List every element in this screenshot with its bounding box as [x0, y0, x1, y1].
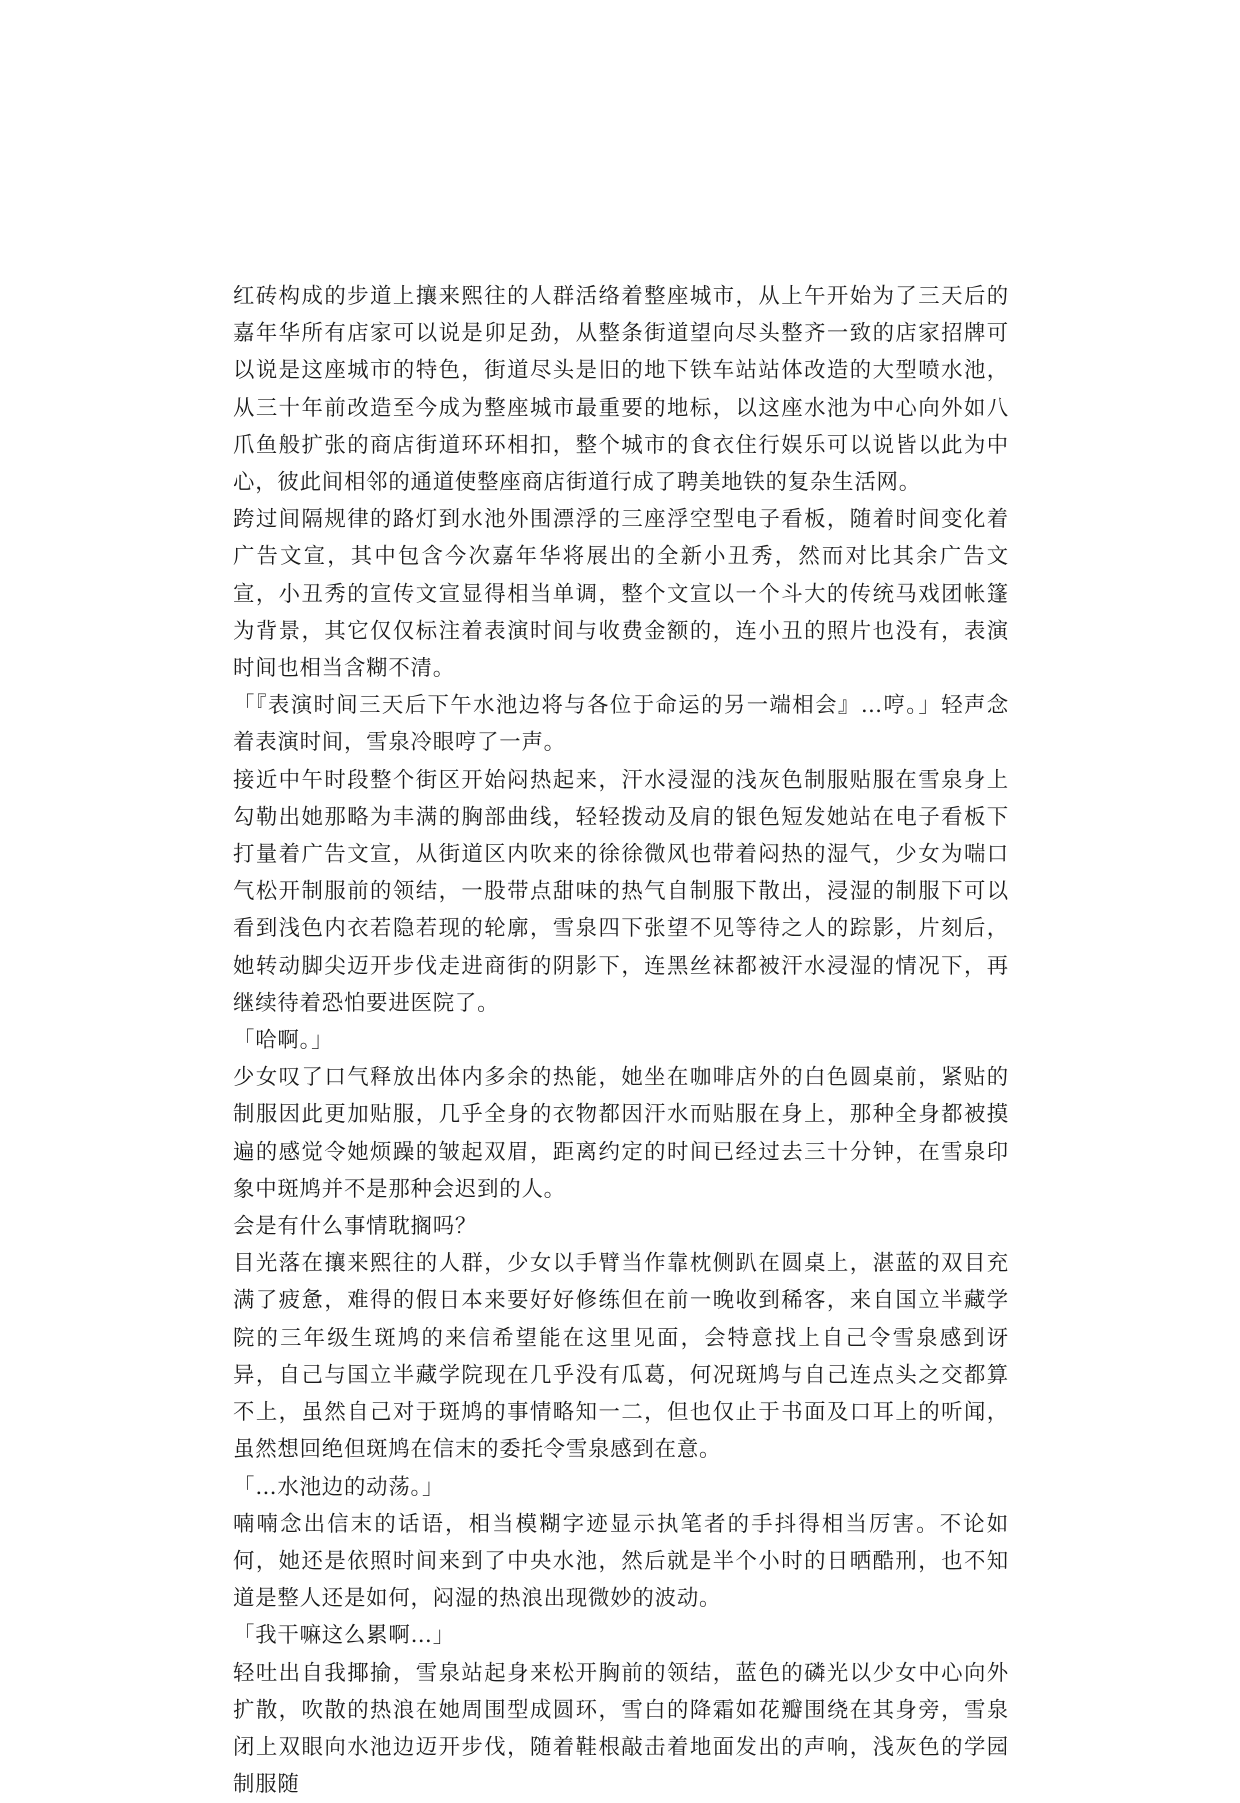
- paragraph-9: 「…水池边的动荡。」: [233, 1474, 445, 1500]
- document-body: [233, 278, 1009, 1803]
- paragraph-12: 轻吐出自我揶揄，雪泉站起身来松开胸前的领结，蓝色的磷光以少女中心向外扩散，吹散的热浪在她周围型成圆环，雪白的降霜如花瓣围绕在其身旁，雪泉闭上双眼向水池边迈开步伐，随着鞋根敲击着地面发出的声响，浅灰色的学园制服随: [233, 1660, 1009, 1798]
- paragraph-11: 「我干嘛这么累啊…」: [233, 1623, 455, 1649]
- paragraph-2: 跨过间隔规律的路灯到水池外围漂浮的三座浮空型电子看板，随着时间变化着广告文宣，其中包含今次嘉年华将展出的全新小丑秀，然而对比其余广告文宣，小丑秀的宣传文宣显得相当单调，整个文宣以一个斗大的传统马戏团帐篷为背景，其它仅仅标注着表演时间与收费金额的，连小丑的照片也没有，表演时间也相当含糊不清。: [233, 507, 1009, 682]
- paragraph-10: 喃喃念出信末的话语，相当模糊字迹显示执笔者的手抖得相当厉害。不论如何，她还是依照时间来到了中央水池，然后就是半个小时的日晒酷刑，也不知道是整人还是如何，闷湿的热浪出现微妙的波动。: [233, 1511, 1009, 1612]
- paragraph-1: 红砖构成的步道上攘来熙往的人群活络着整座城市，从上午开始为了三天后的嘉年华所有店家可以说是卯足劲，从整条街道望向尽头整齐一致的店家招牌可以说是这座城市的特色，街道尽头是旧的地下铁车站站体改造的大型喷水池，从三十年前改造至今成为整座城市最重要的地标，以这座水池为中心向外如八爪鱼般扩张的商店街道环环相扣，整个城市的食衣住行娱乐可以说皆以此为中心，彼此间相邻的通道使整座商店街道行成了聘美地铁的复杂生活网。: [233, 284, 1009, 496]
- paragraph-3: 「『表演时间三天后下午水池边将与各位于命运的另一端相会』…哼。」轻声念着表演时间，雪泉冷眼哼了一声。: [233, 693, 1009, 756]
- paragraph-5: 「哈啊。」: [233, 1028, 334, 1054]
- paragraph-4: 接近中午时段整个街区开始闷热起来，汗水浸湿的浅灰色制服贴服在雪泉身上勾勒出她那略为丰满的胸部曲线，轻轻拨动及肩的银色短发她站在电子看板下打量着广告文宣，从街道区内吹来的徐徐微风也带着闷热的湿气，少女为喘口气松开制服前的领结，一股带点甜味的热气自制服下散出，浸湿的制服下可以看到浅色内衣若隐若现的轮廓，雪泉四下张望不见等待之人的踪影，片刻后，她转动脚尖迈开步伐走进商街的阴影下，连黑丝袜都被汗水浸湿的情况下，再继续待着恐怕要进医院了。: [233, 767, 1009, 1016]
- paragraph-6: 少女叹了口气释放出体内多余的热能，她坐在咖啡店外的白色圆桌前，紧贴的制服因此更加贴服，几乎全身的衣物都因汗水而贴服在身上，那种全身都被摸遍的感觉令她烦躁的皱起双眉，距离约定的时间已经过去三十分钟，在雪泉印象中斑鸠并不是那种会迟到的人。: [233, 1065, 1009, 1202]
- paragraph-7: 会是有什么事情耽搁吗？: [233, 1214, 478, 1240]
- paragraph-8: 目光落在攘来熙往的人群，少女以手臂当作靠枕侧趴在圆桌上，湛蓝的双目充满了疲惫，难得的假日本来要好好修练但在前一晚收到稀客，来自国立半藏学院的三年级生斑鸠的来信希望能在这里见面，会特意找上自己令雪泉感到讶异，自己与国立半藏学院现在几乎没有瓜葛，何况斑鸠与自己连点头之交都算不上，虽然自己对于斑鸠的事情略知一二，但也仅止于书面及口耳上的听闻，虽然想回绝但斑鸠在信末的委托令雪泉感到在意。: [233, 1251, 1009, 1463]
